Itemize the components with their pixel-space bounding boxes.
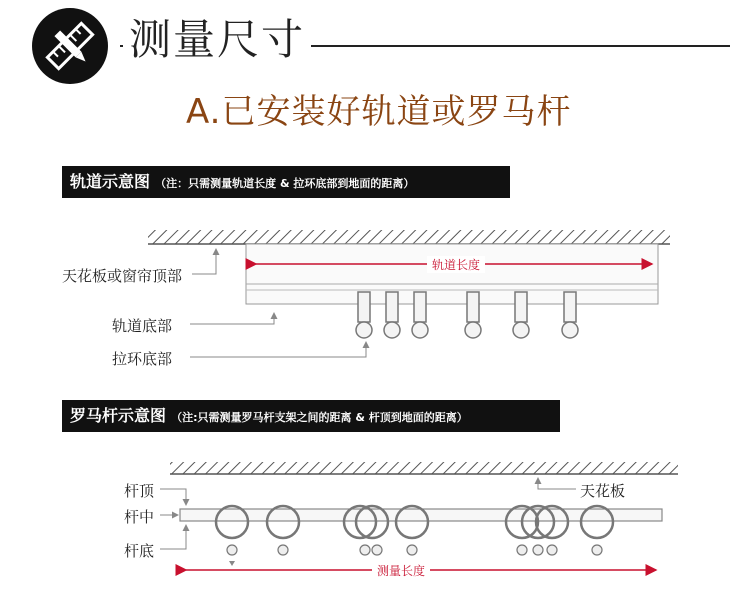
page-title: 测量尺寸 bbox=[123, 12, 311, 68]
banner-note: （注:只需测量罗马杆支架之间的距离 & 杆顶到地面的距离） bbox=[171, 411, 468, 424]
banner-note: （注：只需测量轨道长度 & 拉环底部到地面的距离） bbox=[155, 177, 415, 190]
track-bottom-label: 轨道底部 bbox=[112, 317, 173, 335]
section-title: A.已安装好轨道或罗马杆 bbox=[186, 92, 572, 132]
rod-ceiling-label: 天花板 bbox=[580, 482, 626, 500]
ceiling-label: 天花板或窗帘顶部 bbox=[62, 267, 183, 285]
rod-bottom-label: 杆底 bbox=[124, 542, 155, 560]
banner-title: 罗马杆示意图 bbox=[70, 406, 167, 425]
ring-bottom-label: 拉环底部 bbox=[112, 350, 173, 368]
rod-middle-label: 杆中 bbox=[124, 508, 155, 526]
rod-clips bbox=[227, 545, 602, 555]
rod-length-label: 测量长度 bbox=[372, 562, 430, 579]
curtain-rod bbox=[180, 509, 662, 521]
ceiling-hatch bbox=[148, 230, 670, 244]
rod-ceiling-hatch bbox=[170, 462, 678, 474]
rod-top-label: 杆顶 bbox=[124, 482, 155, 500]
banner-title: 轨道示意图 bbox=[70, 172, 151, 191]
track-rail bbox=[246, 244, 658, 304]
track-length-label: 轨道长度 bbox=[427, 256, 485, 273]
